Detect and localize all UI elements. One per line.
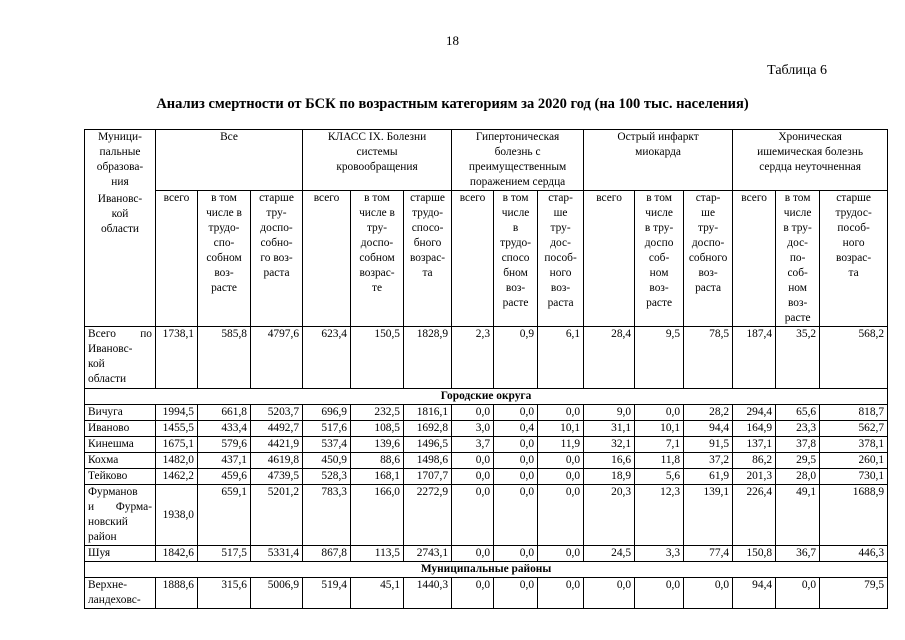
table-cell: 29,5 [776, 453, 820, 469]
table-cell: 137,1 [733, 437, 776, 453]
subheader-line: раста [547, 297, 574, 309]
subheader-line: та [848, 267, 859, 279]
subheader-cell [404, 191, 452, 327]
table-cell: 20,3 [584, 485, 635, 546]
subheader-line: в тру- [783, 222, 812, 234]
subheader-line: в [512, 222, 519, 234]
table-cell: 0,0 [494, 578, 538, 609]
table-cell: 4797,6 [251, 327, 303, 389]
group-header-class-ix [303, 130, 452, 191]
subheader-cell [494, 191, 538, 327]
subheader-line: расте [211, 282, 237, 294]
table-cell: 0,0 [684, 578, 733, 609]
subheader-line: воз- [505, 282, 526, 294]
table-cell: 61,9 [684, 469, 733, 485]
subheader-line: трудос- [835, 207, 872, 219]
table-cell: 0,0 [538, 578, 584, 609]
subheader-line: всего [459, 192, 486, 204]
table-cell: 0,0 [635, 578, 684, 609]
group-header-line: сердца неуточненная [759, 161, 861, 173]
table-cell: 12,3 [635, 485, 684, 546]
table-cell: 232,5 [351, 405, 404, 421]
table-cell: 0,0 [494, 405, 538, 421]
table-cell: 0,4 [494, 421, 538, 437]
table-cell: 0,0 [494, 469, 538, 485]
table-cell: 16,6 [584, 453, 635, 469]
table-cell: 166,0 [351, 485, 404, 546]
table-cell: 661,8 [198, 405, 251, 421]
group-header-line: преимущественным [468, 161, 567, 173]
group-header-line: поражением сердца [469, 176, 566, 188]
table-cell: 517,5 [198, 546, 251, 562]
subheader-line: всего [741, 192, 767, 204]
table-row [85, 578, 888, 609]
municipality-header [85, 130, 156, 327]
table-cell: 226,4 [733, 485, 776, 546]
table-cell: 568,2 [820, 327, 888, 389]
row-name-furmanov [85, 485, 156, 546]
row-name-line: Фурманов [88, 486, 138, 498]
group-header-line: Хроническая [778, 131, 842, 143]
table-cell: 7,1 [635, 437, 684, 453]
subheader-line: собного [688, 252, 728, 264]
table-cell: 0,0 [538, 469, 584, 485]
table-cell: 446,3 [820, 546, 888, 562]
total-row [85, 327, 888, 389]
table-cell: 86,2 [733, 453, 776, 469]
table-row [85, 469, 888, 485]
row-name-line: кой [88, 358, 105, 370]
table-cell: 450,9 [303, 453, 351, 469]
row-name-line: области [88, 373, 127, 385]
table-cell: 1455,5 [156, 421, 198, 437]
table-cell: 818,7 [820, 405, 888, 421]
table-cell: 77,4 [684, 546, 733, 562]
subheader-line: ше [553, 207, 568, 219]
group-header-line: ишемическая болезнь [757, 146, 864, 158]
group-header-line: миокарда [635, 146, 681, 158]
table-cell: 579,6 [198, 437, 251, 453]
table-cell: 0,0 [452, 405, 494, 421]
row-name-line: и Фурма- [88, 501, 152, 513]
subheader-line: всего [596, 192, 622, 204]
table-cell: 18,9 [584, 469, 635, 485]
table-cell: 5,6 [635, 469, 684, 485]
section-row [85, 562, 888, 578]
section-row [85, 389, 888, 405]
table-cell: 0,0 [635, 405, 684, 421]
table-cell: 168,1 [351, 469, 404, 485]
table-cell: 260,1 [820, 453, 888, 469]
group-header-line: Гипертоническая [475, 131, 560, 143]
subheader-line: ном [649, 267, 669, 279]
table-cell: 9,0 [584, 405, 635, 421]
subheader-line: в том [211, 192, 237, 204]
table-cell: 187,4 [733, 327, 776, 389]
subheader-line: доспо [644, 237, 674, 249]
subheader-line: ном [788, 282, 807, 294]
subheader-line: ного [549, 267, 572, 279]
table-cell: 37,2 [684, 453, 733, 469]
subheader-cell [351, 191, 404, 327]
subheader-line: доспо- [360, 237, 394, 249]
subheader-cell [584, 191, 635, 327]
table-cell: 65,6 [776, 405, 820, 421]
subheader-line: доспо- [260, 222, 293, 234]
table-cell: 0,0 [538, 546, 584, 562]
subheader-line: бного [413, 237, 442, 249]
table-row-furmanov [85, 485, 888, 546]
table-cell: 1707,7 [404, 469, 452, 485]
table-cell: 4492,7 [251, 421, 303, 437]
subheader-line: соб- [787, 267, 808, 279]
group-header-line: болезнь с [494, 146, 541, 158]
table-cell: 1842,6 [156, 546, 198, 562]
subheader-line: пособ- [837, 222, 870, 234]
row-name-line: район [88, 531, 117, 543]
subheader-line: ше [701, 207, 715, 219]
subheader-line: дос- [550, 237, 571, 249]
table-cell: 3,3 [635, 546, 684, 562]
subheader-cell [684, 191, 733, 327]
subheader-line: спосо [501, 252, 530, 264]
table-cell: 23,3 [776, 421, 820, 437]
table-cell: 139,6 [351, 437, 404, 453]
table-cell: 1462,2 [156, 469, 198, 485]
subheader-line: собно- [260, 237, 293, 249]
table-cell: 0,0 [494, 453, 538, 469]
table-cell: 5203,7 [251, 405, 303, 421]
subheader-line: воз- [649, 282, 669, 294]
row-name-shuya: Шуя [85, 546, 156, 562]
table-cell: 2,3 [452, 327, 494, 389]
table-cell: 88,6 [351, 453, 404, 469]
section-title-urban: Городские округа [85, 389, 888, 405]
subheader-line: собном [206, 252, 242, 264]
subheader-cell [820, 191, 888, 327]
subheader-line: го воз- [260, 252, 293, 264]
table-cell: 1994,5 [156, 405, 198, 421]
group-header-line: Острый инфаркт [617, 131, 699, 143]
table-cell: 294,4 [733, 405, 776, 421]
row-name: Вичуга [85, 405, 156, 421]
subheader-line: трудо- [500, 237, 532, 249]
subheader-line: стар- [695, 192, 721, 204]
page-title: Анализ смертности от БСК по возрастным категориям за 2020 год (на 100 тыс. населения) [156, 96, 749, 112]
table-cell: 1688,9 [820, 485, 888, 546]
row-name: Тейково [85, 469, 156, 485]
subheader-line: в тру- [644, 222, 674, 234]
table-cell: 9,5 [635, 327, 684, 389]
subheader-line: спосо- [411, 222, 444, 234]
table-cell: 164,9 [733, 421, 776, 437]
subheader-cell [303, 191, 351, 327]
table-cell: 45,1 [351, 578, 404, 609]
group-header-all [156, 130, 303, 191]
table-cell: 433,4 [198, 421, 251, 437]
subheader-line: числе в [359, 207, 395, 219]
table-row [85, 453, 888, 469]
subheader-line: возрас- [409, 252, 446, 264]
table-cell: 6,1 [538, 327, 584, 389]
table-cell: 1938,0 [156, 485, 198, 546]
table-cell: 11,9 [538, 437, 584, 453]
table-cell: 315,6 [198, 578, 251, 609]
mortality-table [84, 129, 888, 609]
table-cell: 2272,9 [404, 485, 452, 546]
subheader-line: возрас- [836, 252, 872, 264]
group-header-hypertensive [452, 130, 584, 191]
row-name-line: Верхне- [88, 579, 127, 591]
subheader-line: воз- [698, 267, 718, 279]
table-cell: 37,8 [776, 437, 820, 453]
table-cell: 91,5 [684, 437, 733, 453]
subheader-line: собном [359, 252, 395, 264]
subheader-line: числе в [206, 207, 242, 219]
table-cell: 623,4 [303, 327, 351, 389]
subheader-cell [538, 191, 584, 327]
municipality-header-line: Ивановс- [97, 193, 143, 205]
table-cell: 5006,9 [251, 578, 303, 609]
table-cell: 0,0 [452, 469, 494, 485]
row-name-total [85, 327, 156, 389]
subheader-line: трудо- [208, 222, 240, 234]
subheader-line: числе [783, 207, 812, 219]
group-header-ischemic [733, 130, 888, 191]
subheader-line: возрас- [359, 267, 395, 279]
table-cell: 78,5 [684, 327, 733, 389]
subheader-line: ного [842, 237, 865, 249]
subheader-line: воз- [214, 267, 234, 279]
subheader-line: те [371, 282, 383, 294]
table-cell: 150,8 [733, 546, 776, 562]
table-cell: 0,0 [538, 405, 584, 421]
table-cell: 1828,9 [404, 327, 452, 389]
table-cell: 94,4 [733, 578, 776, 609]
group-header-line: КЛАСС IX. Болезни [327, 131, 427, 143]
subheader-cell [635, 191, 684, 327]
table-row-shuya [85, 546, 888, 562]
municipality-header-line: пальные [99, 146, 141, 158]
municipality-header-line: образова- [96, 161, 144, 173]
table-cell: 113,5 [351, 546, 404, 562]
subheader-line: по- [789, 252, 806, 264]
subheader-line: старше [410, 192, 445, 204]
table-cell: 783,3 [303, 485, 351, 546]
subheader-line: воз- [550, 282, 571, 294]
subheader-line: доспо- [691, 237, 725, 249]
subheader-cell [776, 191, 820, 327]
subheader-line: всего [163, 192, 190, 204]
table-cell: 31,1 [584, 421, 635, 437]
table-cell: 1675,1 [156, 437, 198, 453]
subheader-line: тру- [550, 222, 571, 234]
subheader-line: в том [502, 192, 529, 204]
table-cell: 3,7 [452, 437, 494, 453]
subheader-line: пособ- [544, 252, 577, 264]
subheader-cell [452, 191, 494, 327]
table-cell: 537,4 [303, 437, 351, 453]
subheader-line: раста [263, 267, 290, 279]
table-cell: 0,0 [452, 578, 494, 609]
subheader-cell [251, 191, 303, 327]
group-header-line: кровообращения [336, 161, 418, 173]
subheader-line: числе [501, 207, 530, 219]
table-cell: 0,9 [494, 327, 538, 389]
table-cell: 10,1 [635, 421, 684, 437]
table-cell: 35,2 [776, 327, 820, 389]
subheader-line: воз- [787, 297, 808, 309]
table-cell: 49,1 [776, 485, 820, 546]
municipality-header-line: кой [111, 208, 129, 220]
table-cell: 519,4 [303, 578, 351, 609]
subheader-line: тру- [698, 222, 719, 234]
table-cell: 0,0 [776, 578, 820, 609]
table-cell: 517,6 [303, 421, 351, 437]
subheader-cell [156, 191, 198, 327]
subheader-line: стар- [548, 192, 573, 204]
table-cell: 528,3 [303, 469, 351, 485]
table-cell: 3,0 [452, 421, 494, 437]
subheader-line: дос- [787, 237, 808, 249]
table-cell: 0,0 [538, 453, 584, 469]
table-cell: 867,8 [303, 546, 351, 562]
table-cell: 28,0 [776, 469, 820, 485]
table-cell: 11,8 [635, 453, 684, 469]
table-cell: 5331,4 [251, 546, 303, 562]
subheader-line: тру- [266, 207, 287, 219]
table-cell: 0,0 [494, 437, 538, 453]
table-cell: 0,0 [494, 485, 538, 546]
subheader-line: старше [259, 192, 294, 204]
table-cell: 108,5 [351, 421, 404, 437]
municipality-header-line: области [100, 223, 140, 235]
subheader-line: в том [784, 192, 811, 204]
table-cell: 32,1 [584, 437, 635, 453]
header-row-groups [85, 130, 888, 191]
row-name: Кинешма [85, 437, 156, 453]
table-cell: 36,7 [776, 546, 820, 562]
row-name: Иваново [85, 421, 156, 437]
table-cell: 1888,6 [156, 578, 198, 609]
table-cell: 0,0 [538, 485, 584, 546]
table-cell: 1440,3 [404, 578, 452, 609]
table-cell: 1738,1 [156, 327, 198, 389]
subheader-line: спо- [213, 237, 235, 249]
table-cell: 459,6 [198, 469, 251, 485]
row-name-line: новский [88, 516, 128, 528]
group-header-line: Все [220, 131, 238, 143]
table-cell: 562,7 [820, 421, 888, 437]
subheader-line: в том [364, 192, 390, 204]
table-cell: 1496,5 [404, 437, 452, 453]
subheader-line: раста [695, 282, 722, 294]
table-label: Таблица 6 [767, 63, 827, 78]
table-cell: 696,9 [303, 405, 351, 421]
table-cell: 28,2 [684, 405, 733, 421]
subheader-cell [198, 191, 251, 327]
table-cell: 1816,1 [404, 405, 452, 421]
municipality-header-line: Муници- [98, 131, 142, 143]
row-name-line: ландеховс- [88, 594, 141, 606]
table-cell: 28,4 [584, 327, 635, 389]
table-row [85, 405, 888, 421]
subheader-line: числе [645, 207, 673, 219]
table-cell: 659,1 [198, 485, 251, 546]
subheader-line: тру- [366, 222, 388, 234]
table-cell: 94,4 [684, 421, 733, 437]
table-cell: 4619,8 [251, 453, 303, 469]
header-row-subcolumns [85, 191, 888, 327]
table-cell: 1692,8 [404, 421, 452, 437]
table-cell: 4421,9 [251, 437, 303, 453]
row-name [85, 578, 156, 609]
table-cell: 139,1 [684, 485, 733, 546]
table-cell: 24,5 [584, 546, 635, 562]
table-cell: 4739,5 [251, 469, 303, 485]
table-cell: 2743,1 [404, 546, 452, 562]
table-cell: 79,5 [820, 578, 888, 609]
table-cell: 10,1 [538, 421, 584, 437]
subheader-cell [733, 191, 776, 327]
subheader-line: расте [784, 312, 811, 324]
section-title-districts: Муниципальные районы [85, 562, 888, 578]
table-cell: 0,0 [584, 578, 635, 609]
municipality-header-line: ния [111, 176, 129, 188]
table-cell: 1498,6 [404, 453, 452, 469]
row-name-line: Ивановс- [88, 343, 133, 355]
subheader-line: бном [503, 267, 528, 279]
group-header-line: системы [356, 146, 398, 158]
table-row [85, 437, 888, 453]
table-cell: 378,1 [820, 437, 888, 453]
table-cell: 1482,0 [156, 453, 198, 469]
group-header-infarction [584, 130, 733, 191]
row-name-line: Всего по [88, 328, 152, 340]
table-cell: 0,0 [452, 485, 494, 546]
table-cell: 0,0 [452, 546, 494, 562]
subheader-line: трудо- [412, 207, 443, 219]
subheader-line: та [422, 267, 433, 279]
table-row [85, 421, 888, 437]
page-number: 18 [446, 33, 459, 48]
subheader-line: соб- [648, 252, 670, 264]
row-name: Кохма [85, 453, 156, 469]
table-cell: 730,1 [820, 469, 888, 485]
subheader-line: расте [502, 297, 529, 309]
subheader-line: в том [646, 192, 672, 204]
table-cell: 585,8 [198, 327, 251, 389]
table-cell: 150,5 [351, 327, 404, 389]
table-cell: 437,1 [198, 453, 251, 469]
table-cell: 201,3 [733, 469, 776, 485]
subheader-line: расте [646, 297, 672, 309]
subheader-line: старше [836, 192, 871, 204]
table-cell: 0,0 [494, 546, 538, 562]
table-cell: 5201,2 [251, 485, 303, 546]
table-cell: 0,0 [452, 453, 494, 469]
subheader-line: всего [313, 192, 340, 204]
